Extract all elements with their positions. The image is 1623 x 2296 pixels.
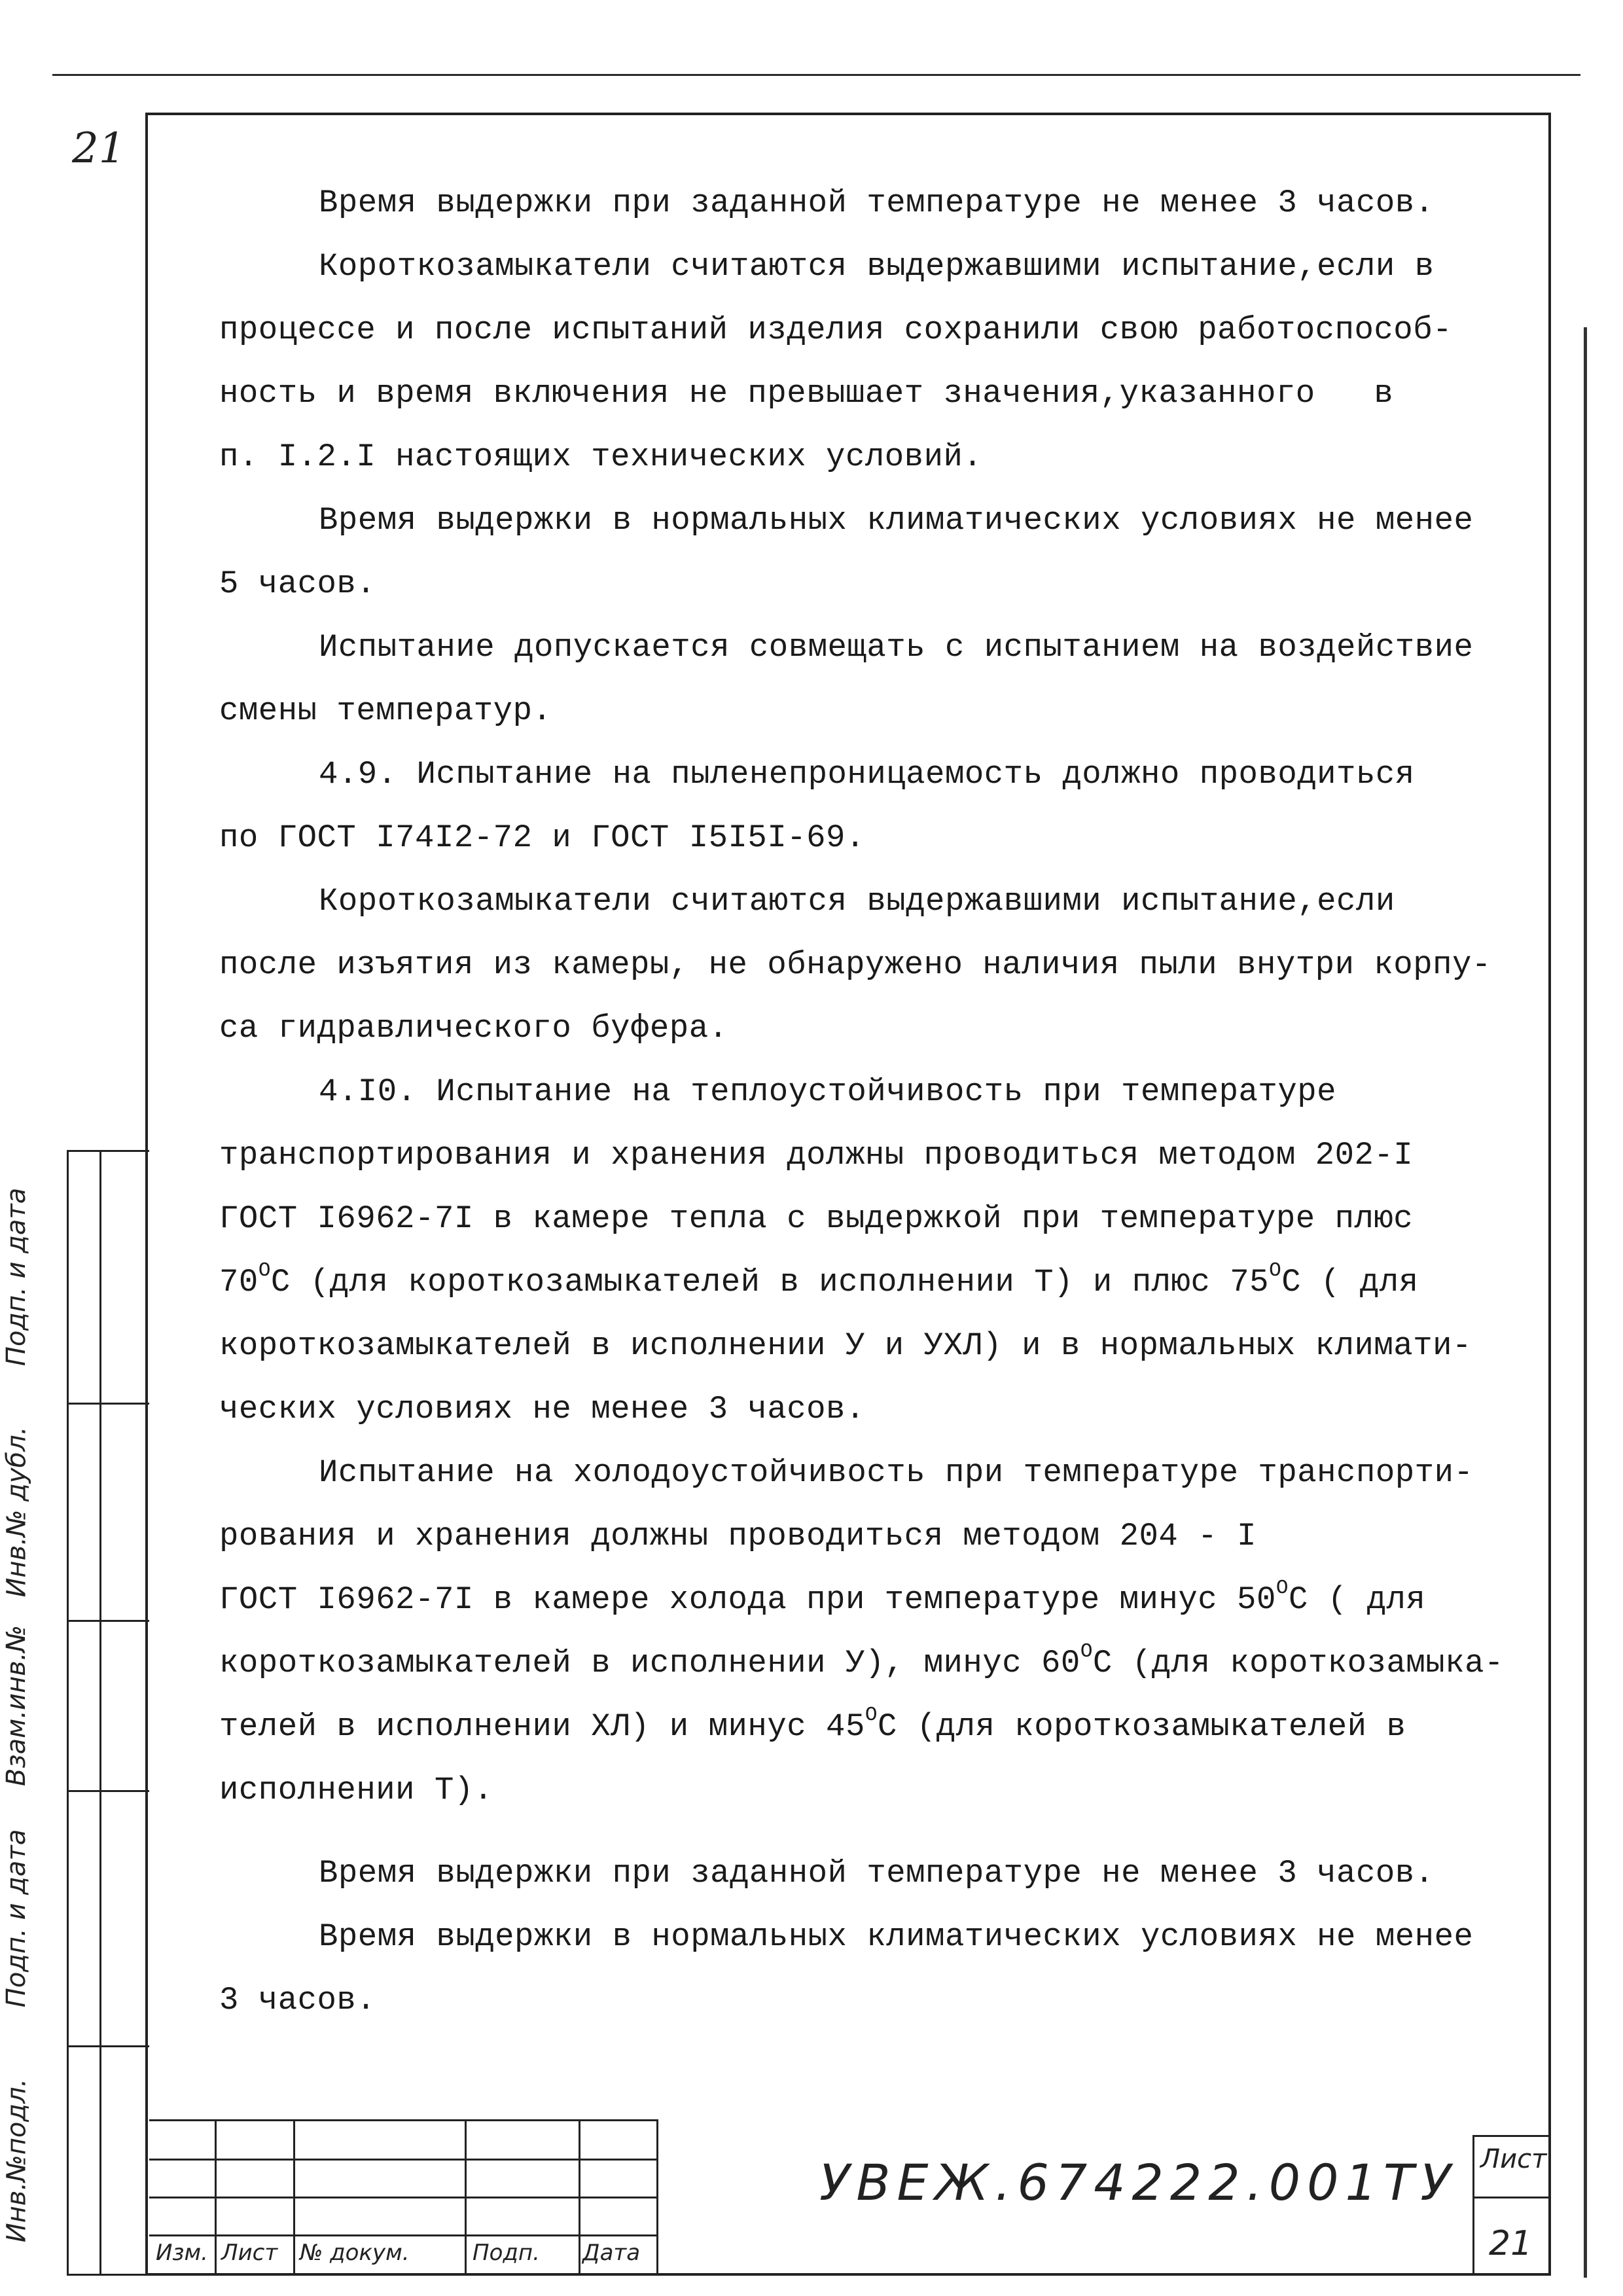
caption-date: Дата (582, 2240, 641, 2266)
side-label-replace-inv: Взам.инв.№ (1, 1624, 31, 1787)
text-line: короткозамыкателей в исполнении У и УХЛ) и в нормальных климати- (219, 1327, 1472, 1364)
text-line: 4.9. Испытание на пыленепроницаемость должно проводиться (319, 756, 1415, 793)
text-line: ческих условиях не менее 3 часов. (219, 1391, 865, 1427)
side-label-inv-orig: Инв.№подл. (1, 2078, 31, 2243)
text-line: са гидравлического буфера. (219, 1010, 728, 1047)
side-strip-divider (99, 1150, 101, 2276)
text-line: Испытание на холодоустойчивость при температуре транспорти- (319, 1454, 1474, 1491)
text-line: после изъятия из камеры, не обнаружено наличия пыли внутри корпу- (219, 946, 1491, 983)
text-line: 5 часов. (219, 565, 376, 602)
text-line: Испытание допускается совмещать с испытанием на воздействие (319, 629, 1474, 666)
document-body (219, 171, 1528, 2032)
right-edge-line (1584, 327, 1587, 2278)
side-strip (67, 1150, 149, 2276)
side-strip-rule (67, 1403, 149, 1405)
text-line: ГОСТ I6962-7I в камере холода при температуре минус $50^ОС$ ( для (219, 1576, 1426, 1618)
sheet-label: Лист (1480, 2144, 1547, 2174)
side-strip-rule (67, 1790, 149, 1792)
title-block-col (579, 2119, 580, 2276)
sheet-box-mid (1472, 2197, 1551, 2198)
side-strip-left-border (67, 1150, 69, 2276)
text-line: ность и время включения не превышает значения,указанного в (219, 375, 1394, 412)
text-line: Короткозамыкатели считаются выдержавшими испытание,если (319, 883, 1395, 920)
text-line: ГОСТ I6962-7I в камере тепла с выдержкой при температуре плюс (219, 1200, 1414, 1237)
title-block-col (293, 2119, 295, 2276)
text-line: рования и хранения должны проводиться методом 204 - I (219, 1518, 1257, 1554)
caption-list: Лист (221, 2240, 278, 2266)
text-line: Время выдержки при заданной температуре не менее 3 часов. (319, 1855, 1435, 1892)
side-label-sign-date-bottom: Подп. и дата (1, 1829, 32, 2008)
page-mark: 21 (72, 124, 126, 173)
text-line: исполнении Т). (219, 1772, 493, 1808)
text-line: п. I.2.I настоящих технических условий. (219, 439, 983, 475)
text-line: процессе и после испытаний изделия сохранили свою работоспособ- (219, 312, 1453, 348)
caption-izm: Изм. (156, 2240, 208, 2266)
side-strip-rule (67, 2045, 149, 2047)
title-block-col (465, 2119, 467, 2276)
top-rule (52, 74, 1580, 76)
text-line: 4.I0. Испытание на теплоустойчивость при температуре (319, 1073, 1337, 1110)
text-line: транспортирования и хранения должны проводиться методом 202-I (219, 1137, 1414, 1174)
document-designation: УВЕЖ.674222.001ТУ (819, 2153, 1457, 2212)
text-line: Время выдержки в нормальных климатических условиях не менее (319, 502, 1474, 539)
text-line: телей в исполнении ХЛ) и минус $45^ОС$ (для короткозамыкателей в (219, 1703, 1406, 1745)
text-line: Время выдержки в нормальных климатических условиях не менее (319, 1918, 1474, 1955)
side-label-sign-date-top: Подп. и дата (1, 1187, 32, 1367)
text-line: смены температур. (219, 692, 552, 729)
text-line: короткозамыкателей в исполнении У), минус $60^ОС$ (для короткозамыка- (219, 1640, 1504, 1681)
caption-sign: Подп. (473, 2240, 540, 2266)
text-line: по ГОСТ I74I2-72 и ГОСТ I5I5I-69. (219, 819, 865, 856)
caption-doc-number: № докум. (300, 2240, 410, 2266)
side-strip-rule (67, 1620, 149, 1622)
text-line: $70^ОС$ (для короткозамыкателей в исполнении Т) и плюс $75^ОС$ ( для (219, 1259, 1419, 1300)
text-line: 3 часов. (219, 1982, 376, 2018)
title-block-col (656, 2119, 658, 2276)
side-strip-rule (67, 2274, 149, 2276)
sheet-box-left (1472, 2135, 1474, 2276)
sheet-box-top (1472, 2135, 1551, 2137)
text-line: Короткозамыкатели считаются выдержавшими испытание,если в (319, 248, 1435, 285)
title-block-col (215, 2119, 217, 2276)
text-line: Время выдержки при заданной температуре не менее 3 часов. (319, 185, 1435, 221)
side-label-inv-dupl: Инв.№ дубл. (1, 1426, 31, 1598)
side-strip-rule (67, 1150, 149, 1152)
sheet-number: 21 (1489, 2224, 1533, 2263)
